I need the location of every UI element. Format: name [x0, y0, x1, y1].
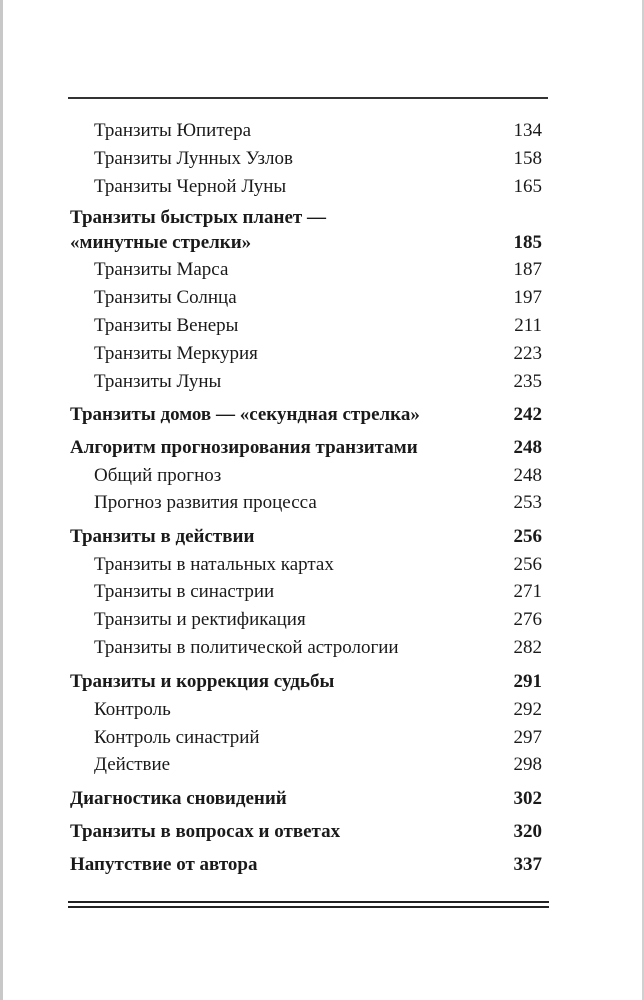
toc-entry-title: Прогноз развития процесса [94, 492, 317, 513]
toc-section-page: 242 [513, 404, 542, 425]
toc-entry [68, 145, 542, 173]
toc-entry [68, 751, 542, 779]
toc-entry [68, 606, 542, 634]
toc-section-title: Напутствие от автора [70, 854, 258, 875]
toc-section-page: 185 [513, 232, 542, 253]
toc-entry [68, 368, 542, 396]
toc-entry-page: 298 [513, 754, 542, 775]
toc-entry-title: Транзиты Меркурия [94, 343, 258, 364]
toc-entry-page: 297 [513, 727, 542, 748]
toc-entry [68, 173, 542, 201]
toc-section-title: Транзиты быстрых планет — [70, 207, 327, 228]
toc-entry-title: Контроль [94, 699, 171, 720]
toc-entry-title: Транзиты в политической астрологии [94, 637, 399, 658]
toc-section-page: 302 [513, 788, 542, 809]
page-edge-left [0, 0, 3, 1000]
toc-entry-page: 256 [513, 554, 542, 575]
toc-section-title: «минутные стрелки» [70, 232, 252, 253]
toc-entry-title: Транзиты в натальных картах [94, 554, 334, 575]
toc-entry-page: 187 [513, 259, 542, 280]
toc-section-heading [68, 229, 542, 257]
toc-entry-page: 223 [513, 343, 542, 364]
toc-section-page: 320 [513, 821, 542, 842]
toc-section-heading [68, 668, 542, 696]
toc-entry-title: Действие [94, 754, 171, 775]
toc-section-title: Диагностика сновидений [70, 788, 287, 809]
toc-entry-title: Транзиты Венеры [94, 315, 239, 336]
toc-section-title: Транзиты и коррекция судьбы [70, 671, 335, 692]
toc-section-heading [68, 818, 542, 846]
toc-section-page: 248 [513, 437, 542, 458]
toc-entry-title: Общий прогноз [94, 465, 222, 486]
toc-entry [68, 462, 542, 490]
toc-entry-title: Контроль синастрий [94, 727, 260, 748]
toc-entry-page: 158 [513, 148, 542, 169]
toc-section-heading [68, 434, 542, 462]
toc-entry-page: 253 [513, 492, 542, 513]
toc-entry [68, 256, 542, 284]
toc-entry [68, 117, 542, 145]
toc-entry-title: Транзиты Юпитера [94, 120, 252, 141]
toc-entry [68, 551, 542, 579]
toc-section-title: Транзиты в действии [70, 526, 255, 547]
toc-entry [68, 696, 542, 724]
toc-entry-page: 271 [513, 581, 542, 602]
toc-entry-page: 197 [513, 287, 542, 308]
toc-section-page: 337 [513, 854, 542, 875]
toc-entry [68, 578, 542, 606]
toc-entry-title: Транзиты Марса [94, 259, 229, 280]
toc-entry [68, 634, 542, 662]
toc-entry-title: Транзиты Лунных Узлов [94, 148, 293, 169]
table-of-contents [68, 0, 542, 1000]
toc-entry-page: 165 [513, 176, 542, 197]
toc-section-title: Транзиты в вопросах и ответах [70, 821, 341, 842]
bottom-rule-lower [68, 906, 549, 908]
toc-entry-title: Транзиты Солнца [94, 287, 237, 308]
toc-section-page: 256 [513, 526, 542, 547]
toc-section-page: 291 [513, 671, 542, 692]
toc-entry-page: 211 [514, 315, 542, 336]
toc-entry-title: Транзиты Луны [94, 371, 222, 392]
toc-entry-title: Транзиты в синастрии [94, 581, 275, 602]
toc-section-heading [68, 851, 542, 879]
toc-entry-page: 235 [513, 371, 542, 392]
toc-entry [68, 284, 542, 312]
toc-section-title: Алгоритм прогнозирования транзитами [70, 437, 418, 458]
toc-entry-page: 292 [513, 699, 542, 720]
bottom-rule-upper [68, 901, 549, 903]
toc-section-heading [68, 785, 542, 813]
toc-entry [68, 724, 542, 752]
toc-entry-title: Транзиты Черной Луны [94, 176, 287, 197]
toc-section-heading [68, 401, 542, 429]
toc-entry-title: Транзиты и ректификация [94, 609, 306, 630]
toc-entry-page: 134 [513, 120, 542, 141]
toc-section-heading [68, 523, 542, 551]
toc-section-heading [68, 204, 542, 232]
toc-entry [68, 489, 542, 517]
toc-entry-page: 282 [513, 637, 542, 658]
toc-entry-page: 276 [513, 609, 542, 630]
toc-entry-page: 248 [513, 465, 542, 486]
toc-entry [68, 312, 542, 340]
toc-entry [68, 340, 542, 368]
toc-section-title: Транзиты домов — «секундная стрелка» [70, 404, 420, 425]
